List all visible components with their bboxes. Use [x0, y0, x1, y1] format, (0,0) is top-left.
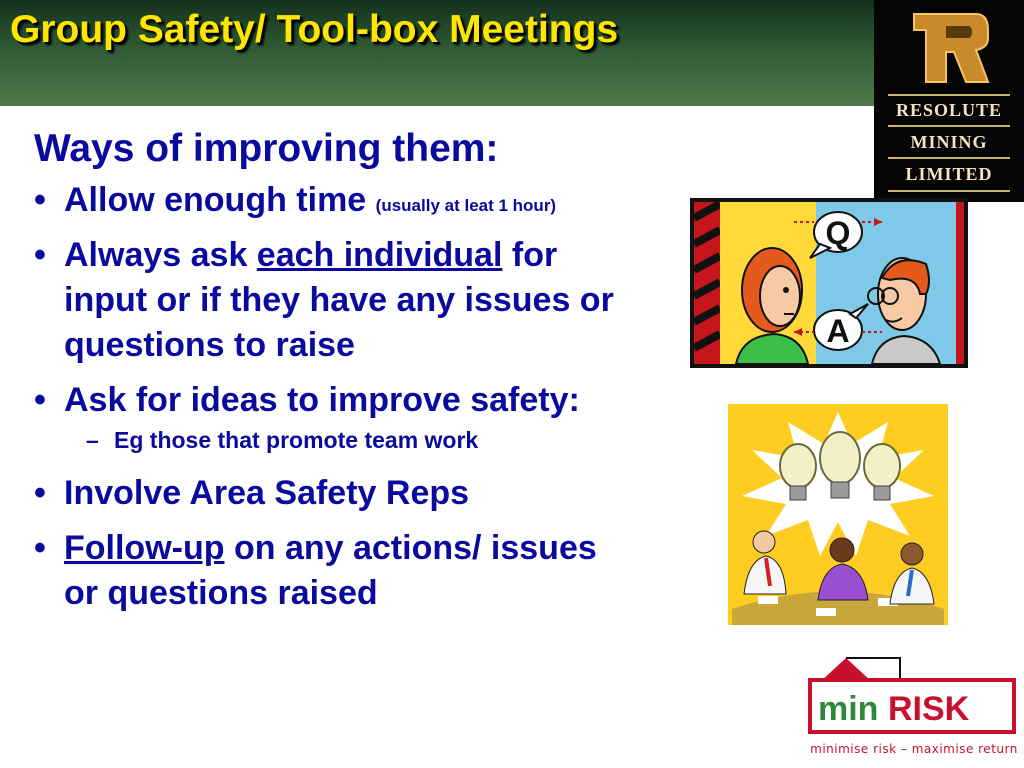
bullet-text-before: Always ask	[64, 236, 257, 274]
logo-text-resolute: RESOLUTE	[895, 100, 1003, 120]
resolute-mining-logo	[874, 0, 1024, 202]
bullet-marker: •	[34, 381, 46, 419]
bullet-text-underlined: Follow-up	[64, 529, 225, 567]
slide-title: Group Safety/ Tool-box Meetings	[10, 8, 619, 51]
bullet-marker: •	[34, 529, 46, 567]
logo-text-limited: LIMITED	[905, 164, 993, 184]
logo-rule-bottom	[888, 190, 1010, 192]
minrisk-text-risk: RISK	[888, 690, 970, 728]
bullet-marker: •	[34, 181, 46, 219]
bullet-note: (usually at leat 1 hour)	[375, 196, 557, 215]
body-heading: Ways of improving them:	[34, 127, 499, 170]
bullet-text-after: on any actions/ issues or questions raised	[64, 529, 597, 612]
team-ideas-clipart	[728, 404, 948, 625]
bullet-marker: •	[34, 236, 46, 274]
bullet-text: Allow enough time	[64, 181, 376, 219]
logo-rule-1	[888, 125, 1010, 127]
bullet-ask-ideas	[34, 378, 624, 423]
bullet-allow-time	[34, 178, 624, 223]
question-answer-clipart	[690, 198, 968, 368]
bullet-text: Involve Area Safety Reps	[64, 474, 470, 512]
bullet-marker: •	[34, 474, 46, 512]
sub-bullet-team-work	[34, 425, 624, 455]
logo-text-mining: MINING	[910, 132, 988, 152]
minrisk-tagline: minimise risk – maximise return	[810, 742, 1018, 756]
bullet-text: Ask for ideas to improve safety:	[64, 381, 580, 419]
sub-bullet-text: Eg those that promote team work	[114, 427, 479, 453]
sub-bullet-marker: –	[86, 427, 99, 453]
a-label: A	[826, 313, 850, 349]
minrisk-logo	[808, 656, 1016, 736]
logo-rule-top	[888, 94, 1010, 96]
bullet-text-underlined: each individual	[256, 236, 503, 274]
bullet-text-after: for input or if they have any issues or questions to raise	[64, 236, 614, 364]
bullet-safety-reps	[34, 471, 624, 516]
minrisk-text-min: min	[818, 690, 879, 728]
q-label: Q	[825, 215, 851, 251]
title-banner	[0, 0, 874, 106]
bullet-ask-individual	[34, 233, 624, 368]
slide-body	[34, 122, 624, 626]
bullet-follow-up	[34, 526, 624, 616]
logo-rule-2	[888, 157, 1010, 159]
resolute-r-emblem	[906, 8, 992, 90]
